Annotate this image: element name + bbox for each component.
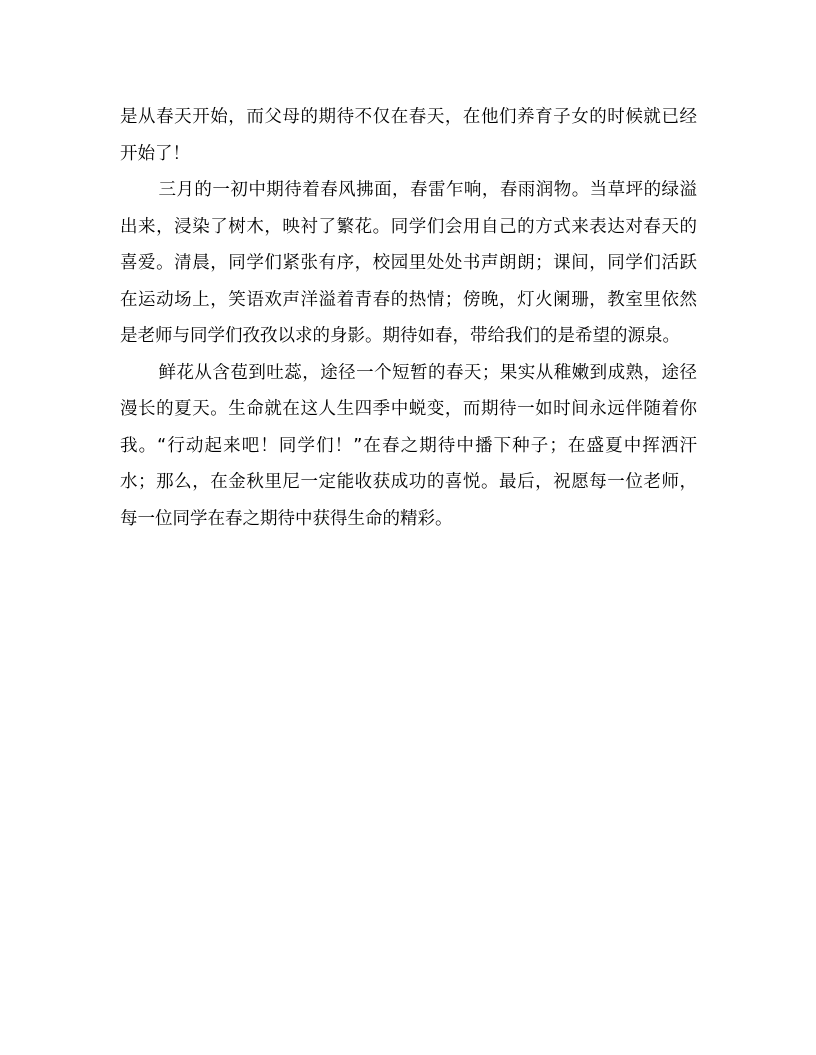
document-page xyxy=(120,99,697,537)
paragraph-seasons-conclusion: 鲜花从含苞到吐蕊，途径一个短暂的春天；果实从稚嫩到成熟，途径漫长的夏天。生命就在这人生四季中蜕变，而期待一如时间永远伴随着你我。“行动起来吧！同学们！”在春之期待中播下种子；在盛夏中挥洒汗水；那么，在金秋里尼一定能收获成功的喜悦。最后，祝愿每一位老师，每一位同学在春之期待中获得生命的精彩。 xyxy=(120,362,697,529)
paragraph-continuation: 是从春天开始，而父母的期待不仅在春天，在他们养育子女的时候就已经开始了！ xyxy=(120,107,697,164)
paragraph-spring-campus: 三月的一初中期待着春风拂面，春雷乍响，春雨润物。当草坪的绿溢出来，浸染了树木，映衬了繁花。同学们会用自己的方式来表达对春天的喜爱。清晨，同学们紧张有序，校园里处处书声朗朗；课间，同学们活跃在运动场上，笑语欢声洋溢着青春的热情；傍晚，灯火阑珊，教室里依然是老师与同学们孜孜以求的身影。期待如春，带给我们的是希望的源泉。 xyxy=(120,180,697,346)
